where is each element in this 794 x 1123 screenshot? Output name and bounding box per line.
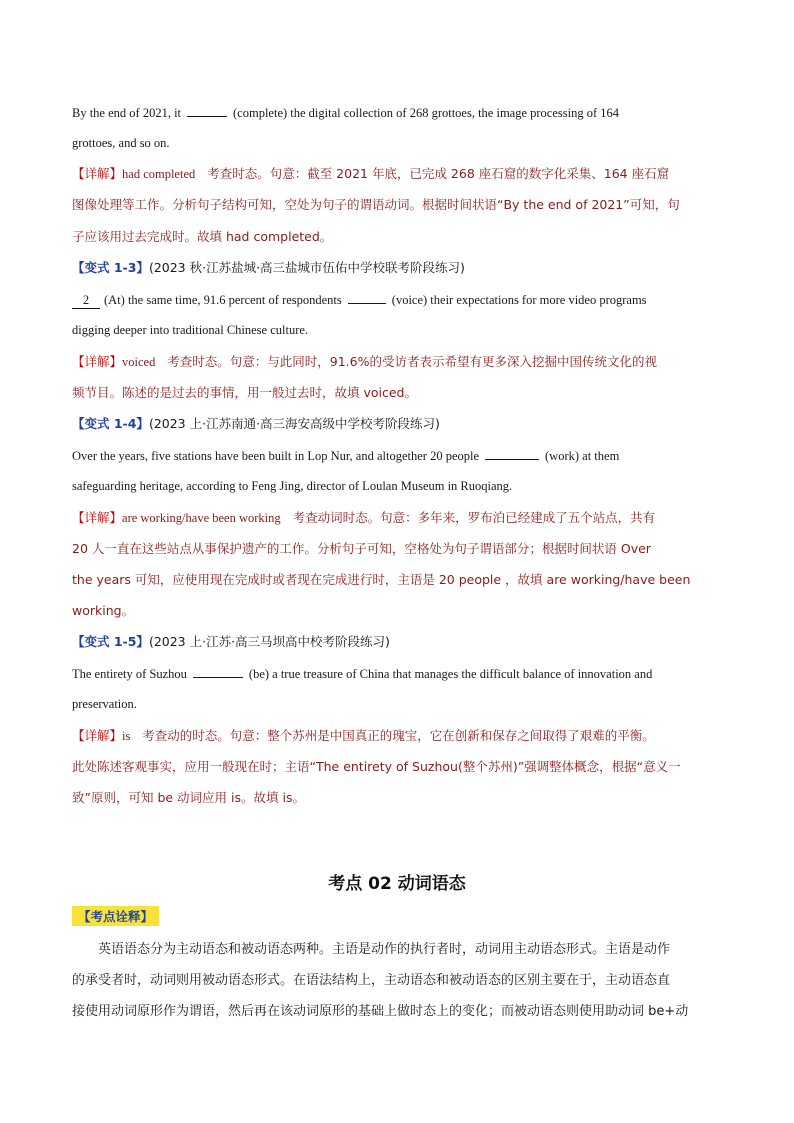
answer-blank (348, 291, 386, 304)
section-paragraph-line: 接使用动词原形作为谓语，然后再在该动词原形的基础上做时态上的变化；而被动语态则使用助动词 be+动 (72, 1004, 689, 1019)
answer-text: voiced (122, 355, 156, 369)
explanation-line (72, 197, 680, 213)
question-line (72, 447, 619, 464)
explanation-text: 图像处理等工作。分析句子结构可知，空处为句子的谓语动词。根据时间状语“By the end of 2021”可知，句 (72, 197, 680, 212)
question-text: safeguarding heritage, according to Feng Jing, director of Loulan Museum in Ruoqiang. (72, 479, 513, 493)
question-text: Over the years, five stations have been built in Lop Nur, and altogether 20 people (72, 449, 480, 463)
answer-text: are working/have been working (122, 511, 281, 525)
explanation-text: 考查时态。句意：截至 2021 年底，已完成 268 座石窟的数字化采集、164 座石窟 (207, 166, 670, 181)
explanation-text: the years 可知，应使用现在完成时或者现在完成进行时，主语是 20 people ，故填 are working/have been (72, 572, 691, 587)
explanation-line (72, 354, 657, 370)
question-text: preservation. (72, 697, 137, 711)
question-line (72, 478, 512, 494)
question-line (72, 696, 137, 712)
answer-blank (485, 447, 539, 460)
variant-label: 【变式 1-3】 (72, 260, 149, 275)
question-text: grottoes, and so on. (72, 136, 170, 150)
question-text: By the end of 2021, it (72, 106, 182, 120)
explanation-tag: 【详解】 (72, 354, 123, 369)
explanation-text: 考查时态。句意：与此同时，91.6%的受访者表示希望有更多深入挖掘中国传统文化的视 (167, 354, 657, 369)
question-text: (voice) their expectations for more video programs (391, 293, 647, 307)
question-line (72, 291, 647, 309)
explanation-line (72, 572, 690, 588)
section-paragraph-line: 的承受者时，动词则用被动语态形式。在语法结构上，主动语态和被动语态的区别主要在于，主动语态直 (72, 973, 671, 988)
section-badge: 【考点诠释】 (72, 906, 159, 926)
explanation-line (72, 385, 417, 401)
variant-source: (2023 上·江苏南通·高三海安高级中学校考阶段练习) (148, 416, 440, 431)
variant-header (72, 260, 465, 276)
explanation-text: 考查动词时态。句意：多年来，罗布泊已经建成了五个站点，共有 (292, 510, 656, 525)
question-text: digging deeper into traditional Chinese culture. (72, 323, 309, 337)
question-text: (be) a true treasure of China that manages the difficult balance of innovation and (248, 667, 653, 681)
explanation-text: 考查动的时态。句意：整个苏州是中国真正的瑰宝，它在创新和保存之间取得了艰难的平衡。 (142, 728, 655, 743)
question-text: (work) at them (545, 449, 620, 463)
question-line (72, 665, 652, 682)
variant-header (72, 416, 440, 432)
answer-blank (187, 104, 227, 117)
section-paragraph-line: 英语语态分为主动语态和被动语态两种。主语是动作的执行者时，动词用主动语态形式。主语是动作 (98, 942, 671, 957)
section-title: 考点 02 动词语态 (328, 874, 466, 894)
explanation-line (72, 229, 332, 245)
answer-text: is (122, 729, 131, 743)
explanation-line (72, 790, 305, 806)
explanation-line (72, 728, 655, 744)
variant-source: (2023 上·江苏·高三马坝高中校考阶段练习) (148, 634, 390, 649)
answer-text: had completed (122, 167, 196, 181)
explanation-line (72, 510, 655, 526)
explanation-text: 子应该用过去完成时。故填 had completed。 (72, 229, 333, 244)
question-text: The entirety of Suzhou (72, 667, 187, 681)
question-text: (complete) the digital collection of 268 grottoes, the image processing of 164 (233, 106, 620, 120)
explanation-tag: 【详解】 (72, 510, 123, 525)
question-line (72, 104, 619, 121)
question-line (72, 135, 170, 151)
explanation-line (72, 166, 669, 182)
explanation-line (72, 759, 681, 775)
question-number: 2 (72, 292, 100, 309)
explanation-tag: 【详解】 (72, 166, 123, 181)
explanation-text: 频节目。陈述的是过去的事情，用一般过去时，故填 voiced。 (72, 385, 417, 400)
question-line (72, 322, 308, 338)
explanation-text: 此处陈述客观事实，应用一般现在时；主语“The entirety of Suzhou(整个苏州)”强调整体概念，根据“意义一 (72, 759, 681, 774)
answer-blank (193, 665, 243, 678)
variant-header (72, 634, 390, 650)
question-text: (At) the same time, 91.6 percent of respondents (104, 293, 342, 307)
variant-label: 【变式 1-4】 (72, 416, 149, 431)
explanation-text: 致”原则，可知 be 动词应用 is。故填 is。 (72, 790, 305, 805)
variant-source: (2023 秋·江苏盐城·高三盐城市伍佑中学校联考阶段练习) (148, 260, 465, 275)
explanation-tag: 【详解】 (72, 728, 123, 743)
explanation-text: 20 人一直在这些站点从事保护遗产的工作。分析句子可知，空格处为句子谓语部分；根据时间状语 Over (72, 541, 651, 556)
explanation-text: working。 (72, 603, 135, 618)
variant-label: 【变式 1-5】 (72, 634, 149, 649)
explanation-line (72, 603, 134, 619)
explanation-line (72, 541, 651, 557)
